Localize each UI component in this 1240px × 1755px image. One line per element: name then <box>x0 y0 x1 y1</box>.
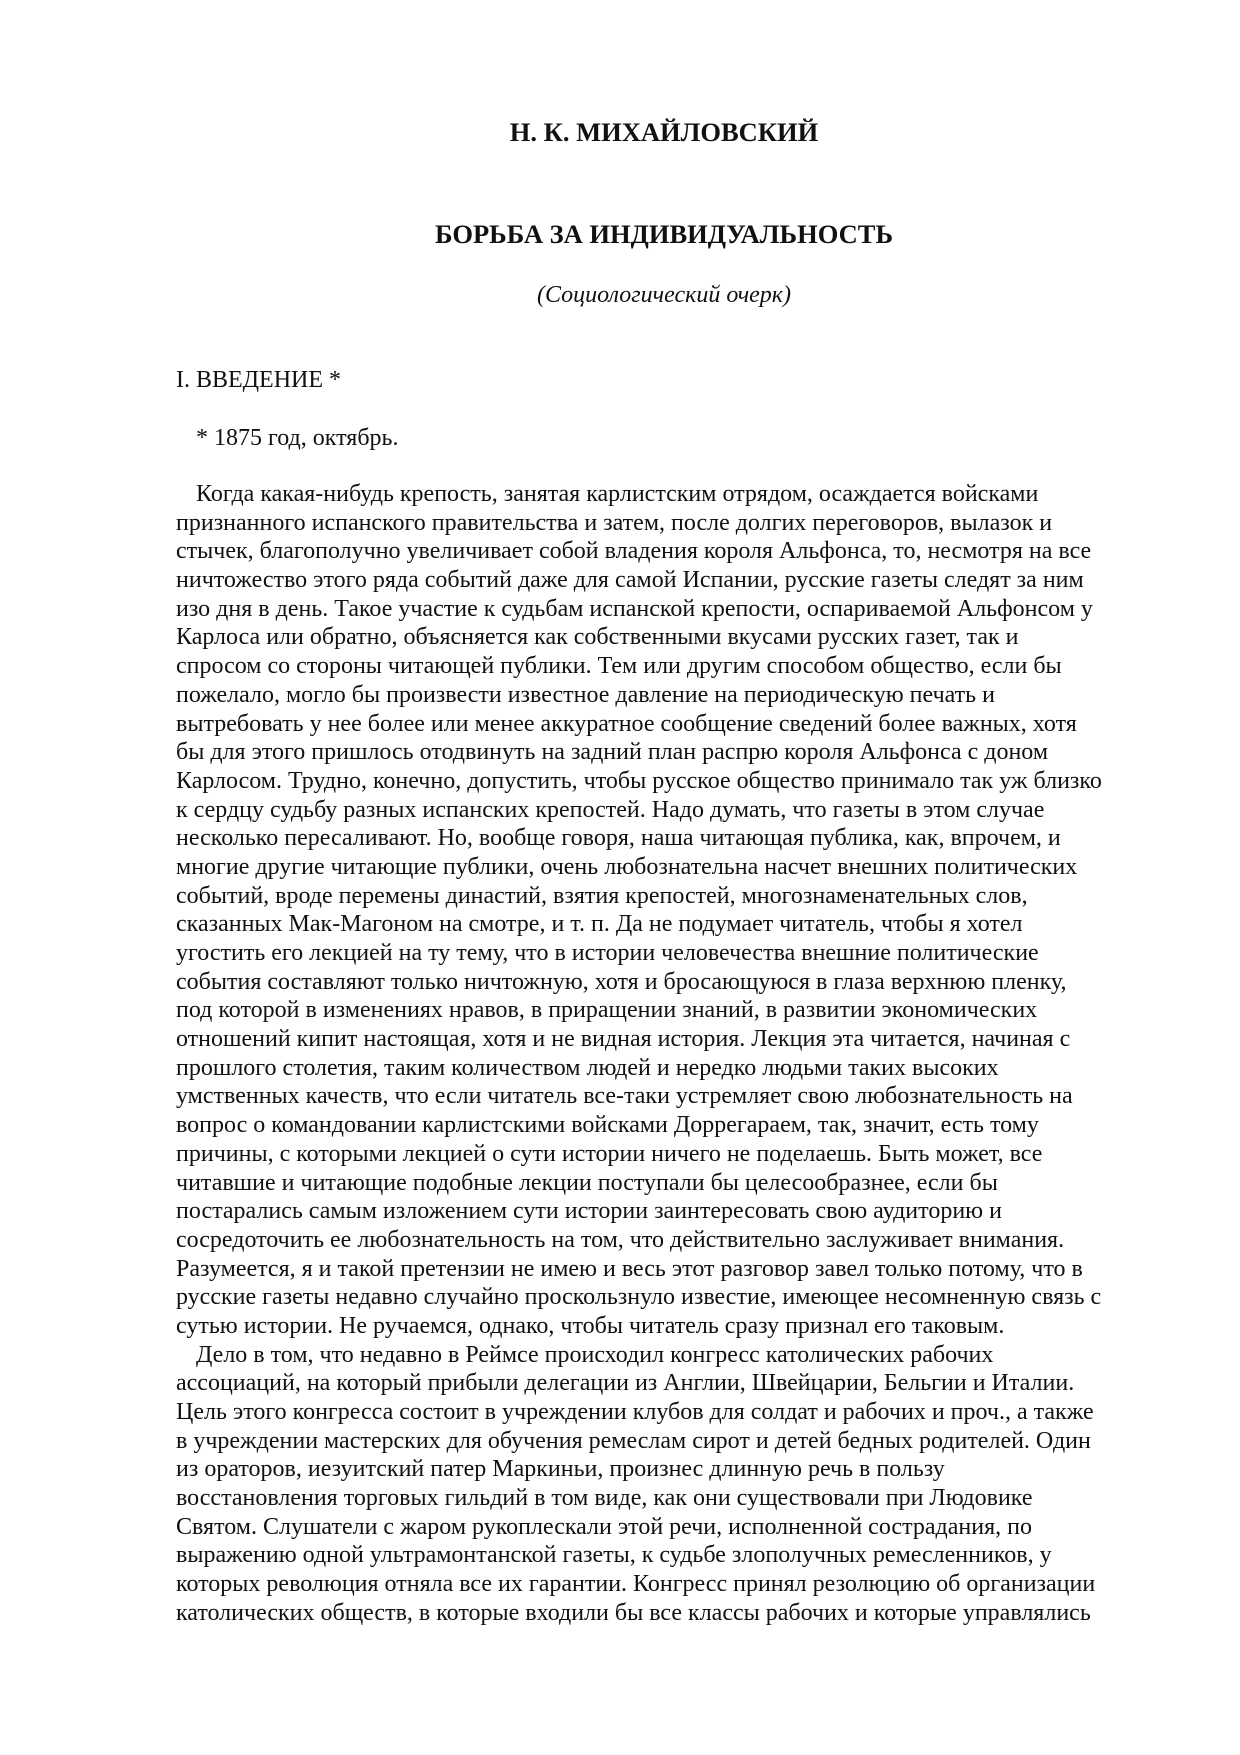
paragraph-line: стычек, благополучно увеличивает собой владения короля Альфонса, то, несмотря на все <box>176 538 1092 565</box>
paragraph-line: пожелало, могло бы произвести известное давление на периодическую печать и <box>176 681 995 708</box>
paragraph-line: Цель этого конгресса состоит в учреждении клубов для солдат и рабочих и проч., а также <box>176 1399 1094 1425</box>
paragraph-line: под которой в изменениях нравов, в приращении знаний, в развитии экономических <box>176 997 1038 1024</box>
paragraph-line: причины, с которыми лекцией о сути истории ничего не поделаешь. Быть может, все <box>176 1140 1043 1167</box>
paragraph-line: изо дня в день. Такое участие к судьбам испанской крепости, оспариваемой Альфонсом у <box>176 595 1093 622</box>
paragraph-line: несколько пересаливают. Но, вообще говоря, наша читающая публика, как, впрочем, и <box>176 825 1061 852</box>
paragraph-line: угостить его лекцией на ту тему, что в истории человечества внешние политические <box>176 940 1039 966</box>
paragraph-line: Карлоса или обратно, объясняется как собственными вкусами русских газет, так и <box>176 624 1019 651</box>
paragraph-line: события составляют только ничтожную, хотя и бросающуюся в глаза верхнюю пленку, <box>176 968 1067 995</box>
paragraph-line: прошлого столетия, таким количеством людей и нередко людьми таких высоких <box>176 1054 999 1081</box>
paragraph-line: из ораторов, иезуитский патер Маркиньи, произнес длинную речь в пользу <box>176 1456 945 1483</box>
paragraph-line: бы для этого пришлось отодвинуть на задний план распрю короля Альфонса с доном <box>176 739 1049 766</box>
paragraph-line: русские газеты недавно случайно проскользнуло известие, имеющее несомненную связь с <box>176 1284 1102 1311</box>
paragraph-line: ассоциаций, на который прибыли делегации из Англии, Швейцарии, Бельгии и Италии. <box>176 1370 1075 1397</box>
paragraph-line: отношений кипит настоящая, хотя и не видная история. Лекция эта читается, начиная с <box>176 1026 1071 1053</box>
paragraph-line: вытребовать у нее более или менее аккуратное сообщение сведений более важных, хотя <box>176 710 1077 737</box>
paragraph-line: ничтожество этого ряда событий даже для самой Испании, русские газеты следят за ним <box>176 567 1084 594</box>
paragraph-line: Разумеется, я и такой претензии не имею и весь этот разговор завел только потому, что в <box>176 1255 1083 1282</box>
paragraph-line: сказанных Мак-Магоном на смотре, и т. п. Да не подумает читатель, чтобы я хотел <box>176 911 1023 938</box>
paragraph-line: сутью истории. Не ручаемся, однако, чтобы читатель сразу признал его таковым. <box>176 1312 1005 1339</box>
paragraph-line: к сердцу судьбу разных испанских крепостей. Надо думать, что газеты в этом случае <box>176 796 1045 823</box>
paragraph-line: сосредоточить ее любознательность на том, что действительно заслуживает внимания. <box>176 1226 1065 1253</box>
paragraph-line: выражению одной ультрамонтанской газеты, к судьбе злополучных ремесленников, у <box>176 1542 1052 1569</box>
body-text <box>176 480 1186 1628</box>
author-name: Н. К. МИХАЙЛОВСКИЙ <box>509 117 819 147</box>
paragraph-line: восстановления торговых гильдий в том виде, как они существовали при Людовике <box>176 1485 1033 1512</box>
paragraph-line: умственных качеств, что если читатель все-таки устремляет свою любознательность на <box>176 1083 1073 1110</box>
paragraph-line: признанного испанского правительства и затем, после долгих переговоров, вылазок и <box>176 509 1053 536</box>
section-heading: I. ВВЕДЕНИЕ * <box>176 367 342 393</box>
paragraph-line: Дело в том, что недавно в Реймсе происходил конгресс католических рабочих <box>196 1341 994 1368</box>
paragraph-line: событий, вроде перемены династий, взятия крепостей, многознаменательных слов, <box>176 882 1028 909</box>
paragraph-line: в учреждении мастерских для обучения ремеслам сирот и детей бедных родителей. Один <box>176 1427 1091 1454</box>
paragraph-line: вопрос о командовании карлистскими войсками Доррегараем, так, значит, есть тому <box>176 1112 1039 1139</box>
document-subtitle: (Социологический очерк) <box>536 282 792 308</box>
footnote: * 1875 год, октябрь. <box>196 425 399 451</box>
paragraph-line: Святом. Слушатели с жаром рукоплескали этой речи, исполненной сострадания, по <box>176 1513 1032 1540</box>
paragraph-line: католических обществ, в которые входили бы все классы рабочих и которые управлялись <box>176 1599 1091 1626</box>
document-title: БОРЬБА ЗА ИНДИВИДУАЛЬНОСТЬ <box>435 219 893 249</box>
paragraph-line: спросом со стороны читающей публики. Тем или другим способом общество, если бы <box>176 653 1062 680</box>
paragraph-line: постарались самым изложением сути истории заинтересовать свою аудиторию и <box>176 1198 1002 1225</box>
paragraph-line: Когда какая-нибудь крепость, занятая карлистским отрядом, осаждается войсками <box>196 481 1039 507</box>
paragraph-line: многие другие читающие публики, очень любознательна насчет внешних политических <box>176 853 1078 880</box>
paragraph-line: читавшие и читающие подобные лекции поступали бы целесообразнее, если бы <box>176 1169 998 1196</box>
paragraph-line: Карлосом. Трудно, конечно, допустить, чтобы русское общество принимало так уж близко <box>176 767 1102 794</box>
paragraph-line: которых революция отняла все их гарантии. Конгресс принял резолюцию об организации <box>176 1571 1096 1598</box>
